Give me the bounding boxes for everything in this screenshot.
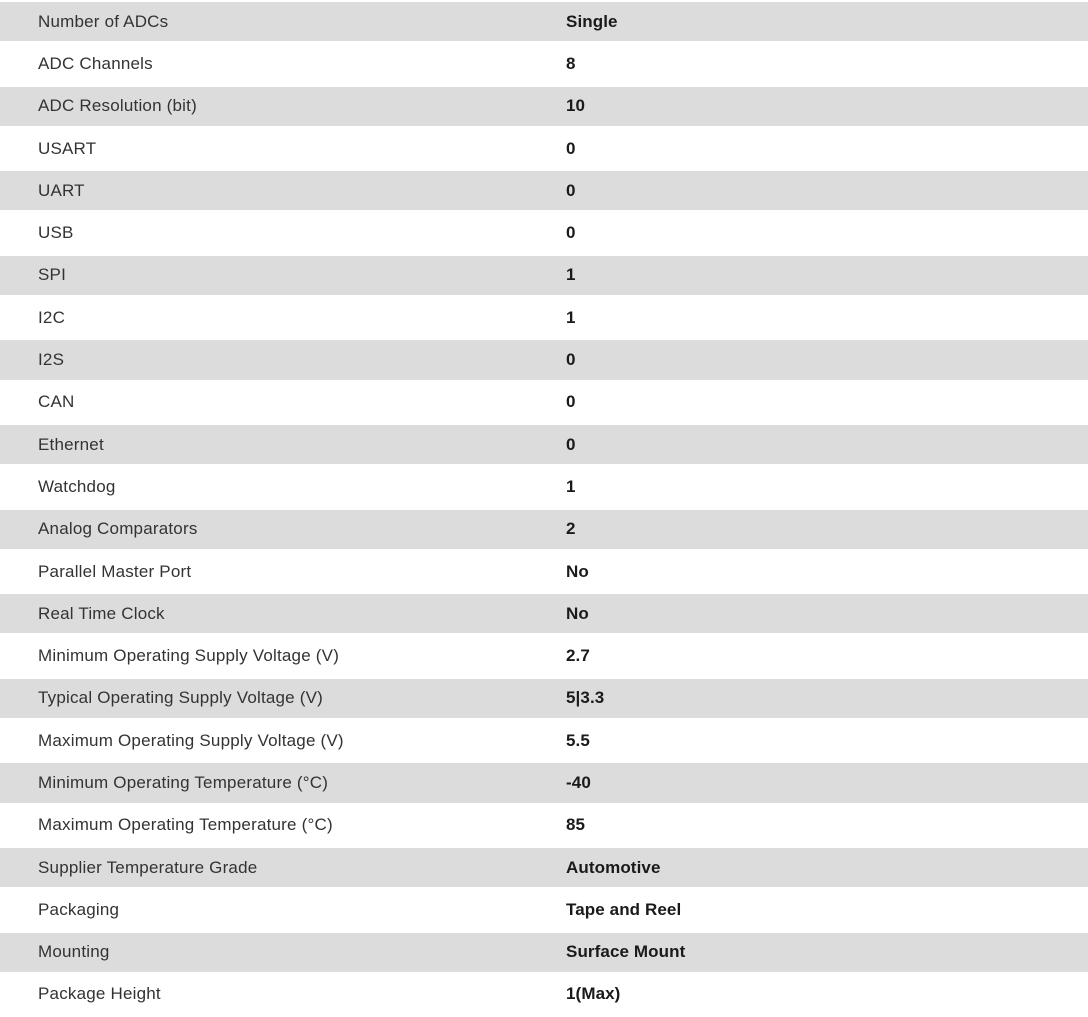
spec-row xyxy=(0,171,1088,213)
spec-row xyxy=(0,890,1088,932)
spec-value: 0 xyxy=(566,350,576,370)
spec-row xyxy=(0,44,1088,86)
spec-row xyxy=(0,87,1088,129)
spec-value: 0 xyxy=(566,392,576,412)
spec-label: UART xyxy=(38,180,85,200)
spec-value: 2 xyxy=(566,519,576,539)
spec-label: Real Time Clock xyxy=(38,603,165,623)
spec-row xyxy=(0,425,1088,467)
spec-label: USART xyxy=(38,138,97,158)
spec-row xyxy=(0,256,1088,298)
spec-label: Supplier Temperature Grade xyxy=(38,857,258,877)
spec-value: No xyxy=(566,603,589,623)
spec-label: Analog Comparators xyxy=(38,519,198,539)
spec-value: 1 xyxy=(566,476,576,496)
spec-value: No xyxy=(566,561,589,581)
spec-value: 10 xyxy=(566,96,586,116)
spec-row xyxy=(0,298,1088,340)
spec-label: I2C xyxy=(38,307,66,327)
spec-row xyxy=(0,510,1088,552)
spec-label: Mounting xyxy=(38,942,110,962)
spec-row xyxy=(0,975,1088,1017)
spec-label: Package Height xyxy=(38,984,161,1004)
spec-label: Number of ADCs xyxy=(38,11,169,31)
spec-row xyxy=(0,806,1088,848)
spec-value: 8 xyxy=(566,53,576,73)
spec-label: Maximum Operating Temperature (°C) xyxy=(38,815,333,835)
spec-row xyxy=(0,129,1088,171)
spec-row xyxy=(0,848,1088,890)
spec-value: 1 xyxy=(566,307,576,327)
spec-value: 0 xyxy=(566,180,576,200)
spec-row xyxy=(0,467,1088,509)
spec-label: Typical Operating Supply Voltage (V) xyxy=(38,688,324,708)
spec-value: Single xyxy=(566,11,618,31)
spec-label: Watchdog xyxy=(38,476,116,496)
spec-value: 0 xyxy=(566,223,576,243)
spec-value: 1 xyxy=(566,265,576,285)
spec-label: USB xyxy=(38,223,74,243)
spec-row xyxy=(0,933,1088,975)
spec-value: Tape and Reel xyxy=(566,899,682,919)
spec-row xyxy=(0,721,1088,763)
spec-label: Minimum Operating Supply Voltage (V) xyxy=(38,646,340,666)
spec-value: Automotive xyxy=(566,857,661,877)
spec-value: Surface Mount xyxy=(566,942,686,962)
spec-row xyxy=(0,763,1088,805)
spec-value: 0 xyxy=(566,434,576,454)
spec-label: I2S xyxy=(38,350,65,370)
spec-value: 2.7 xyxy=(566,646,590,666)
spec-row xyxy=(0,340,1088,382)
spec-row xyxy=(0,383,1088,425)
spec-label: ADC Resolution (bit) xyxy=(38,96,197,116)
spec-label: Maximum Operating Supply Voltage (V) xyxy=(38,730,344,750)
spec-row xyxy=(0,2,1088,44)
spec-row xyxy=(0,594,1088,636)
spec-row xyxy=(0,679,1088,721)
spec-value: 5|3.3 xyxy=(566,688,605,708)
spec-value: -40 xyxy=(566,772,591,792)
spec-row xyxy=(0,636,1088,678)
spec-value: 5.5 xyxy=(566,730,590,750)
spec-value: 0 xyxy=(566,138,576,158)
spec-label: ADC Channels xyxy=(38,53,153,73)
spec-label: Ethernet xyxy=(38,434,104,454)
spec-label: Packaging xyxy=(38,899,120,919)
spec-row xyxy=(0,552,1088,594)
spec-value: 1(Max) xyxy=(566,984,621,1004)
spec-label: SPI xyxy=(38,265,67,285)
spec-label: Minimum Operating Temperature (°C) xyxy=(38,772,329,792)
spec-value: 85 xyxy=(566,815,586,835)
spec-label: CAN xyxy=(38,392,75,412)
spec-row xyxy=(0,213,1088,255)
spec-label: Parallel Master Port xyxy=(38,561,192,581)
